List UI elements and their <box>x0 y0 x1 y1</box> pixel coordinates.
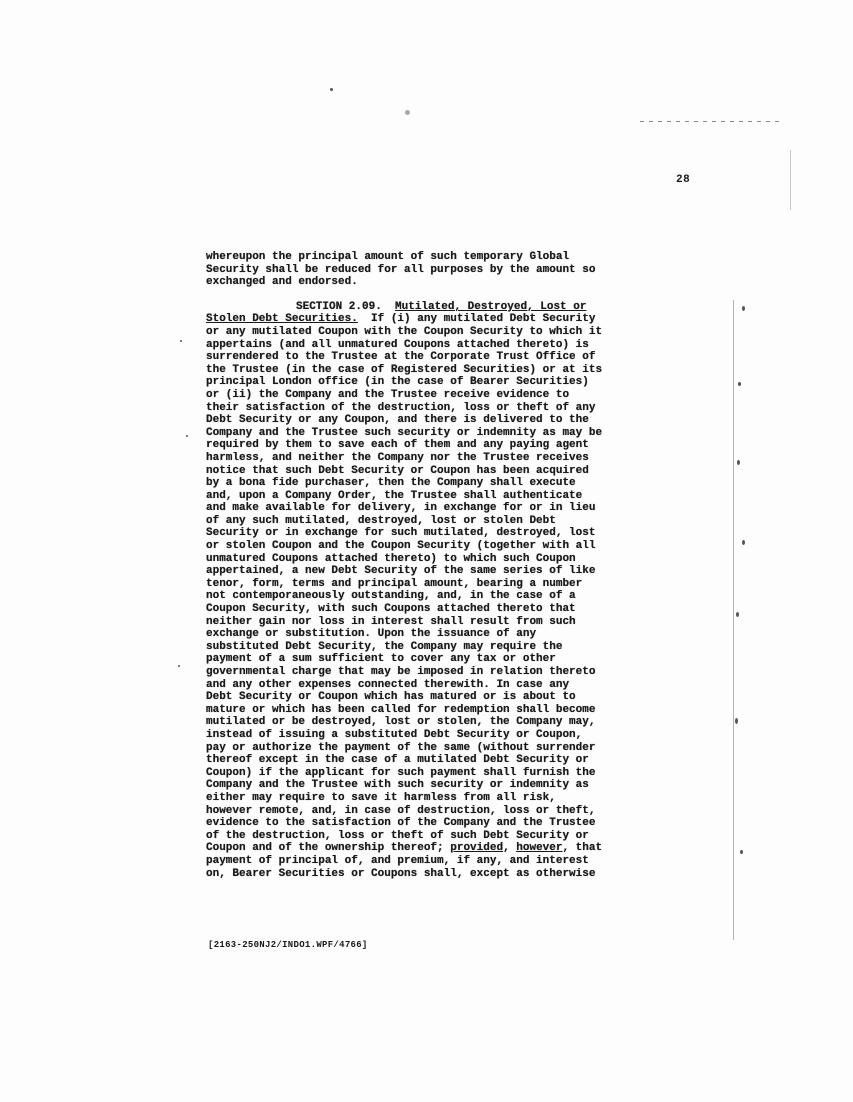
section-heading-line-2 <box>206 313 684 326</box>
text-line: Debt Security or any Coupon, and there is delivered to the <box>206 414 589 427</box>
document-body <box>206 251 684 880</box>
text-line: their satisfaction of the destruction, loss or theft of any <box>206 401 596 414</box>
scan-speck <box>738 382 741 386</box>
scan-artifact-top-rule <box>640 121 780 122</box>
text-line: the Trustee (in the case of Registered Securities) or at its <box>206 363 603 376</box>
text-line: on, Bearer Securities or Coupons shall, except as otherwise <box>206 867 596 880</box>
text-line: payment of principal of, and premium, if any, and interest <box>206 854 589 867</box>
however-term: however <box>516 842 563 855</box>
scan-speck <box>736 612 739 617</box>
scan-speck <box>742 540 745 545</box>
text-line: and, upon a Company Order, the Trustee shall authenticate <box>206 489 583 502</box>
scan-artifact-right-edge <box>733 300 734 940</box>
text-line: Coupon Security, with such Coupons attached thereto that <box>206 603 576 616</box>
section-number: SECTION 2.09. <box>296 300 382 313</box>
text-fragment: , that <box>562 842 603 855</box>
text-line: governmental charge that may be imposed in relation thereto <box>206 666 596 678</box>
text-line: harmless, and neither the Company nor the Trustee receives <box>206 451 589 464</box>
scan-speck <box>735 718 738 724</box>
text-line: by a bona fide purchaser, then the Company shall execute <box>206 477 576 490</box>
text-line: or (ii) the Company and the Trustee receive evidence to <box>206 388 570 401</box>
text-fragment: Coupon and of the ownership thereof; <box>206 842 451 855</box>
text-fragment: , <box>503 842 517 855</box>
text-line: mature or which has been called for redemption shall become <box>206 703 596 716</box>
text-line: evidence to the satisfaction of the Company and the Trustee <box>206 817 596 830</box>
text-line: of any such mutilated, destroyed, lost or stolen Debt <box>206 514 556 527</box>
text-line: thereof except in the case of a mutilated Debt Security or <box>206 754 589 767</box>
scan-speck <box>405 110 410 115</box>
text-line: whereupon the principal amount of such temporary Global <box>206 251 570 263</box>
provided-however-line <box>206 842 684 855</box>
text-line: mutilated or be destroyed, lost or stolen, the Company may, <box>206 716 596 729</box>
section-heading-line <box>206 301 684 314</box>
text-line: and make available for delivery, in exchange for or in lieu <box>206 502 596 515</box>
text-line: principal London office (in the case of Bearer Securities) <box>206 376 589 389</box>
text-line: appertained, a new Debt Security of the same series of like <box>206 565 596 578</box>
section-2-09-paragraph <box>206 301 684 880</box>
text-line: exchanged and endorsed. <box>206 276 358 289</box>
text-line: payment of a sum sufficient to cover any tax or other <box>206 653 556 666</box>
text-line: notice that such Debt Security or Coupon has been acquired <box>206 464 589 477</box>
text-line: substituted Debt Security, the Company may require the <box>206 640 563 653</box>
text-line: unmatured Coupons attached thereto) to which such Coupon <box>206 552 576 565</box>
scan-artifact-right-edge-2 <box>790 150 791 210</box>
scan-speck <box>742 306 745 311</box>
footer-document-reference: [2163-250NJ2/INDO1.WPF/4766] <box>208 940 368 950</box>
page-number: 28 <box>676 174 691 186</box>
text-line: neither gain nor loss in interest shall result from such <box>206 615 576 628</box>
text-line: Security shall be reduced for all purposes by the amount so <box>206 263 596 276</box>
scan-speck <box>740 850 743 854</box>
text-line: or stolen Coupon and the Coupon Security (together with all <box>206 540 596 553</box>
text-line: instead of issuing a substituted Debt Security or Coupon, <box>206 728 583 741</box>
text-line: Company and the Trustee such security or indemnity as may be <box>206 426 603 439</box>
text-fragment: If (i) any mutilated Debt Security <box>371 313 596 326</box>
scan-speck <box>737 460 740 465</box>
text-line: pay or authorize the payment of the same (without surrender <box>206 741 596 754</box>
text-line: required by them to save each of them and any paying agent <box>206 439 589 452</box>
text-line: Company and the Trustee with such security or indemnity as <box>206 779 589 792</box>
text-line: and any other expenses connected therewith. In case any <box>206 678 570 691</box>
text-line: surrendered to the Trustee at the Corporate Trust Office of <box>206 351 596 364</box>
section-title: Mutilated, Destroyed, Lost or <box>395 300 587 313</box>
text-line: either may require to save it harmless from all risk, <box>206 791 556 804</box>
scan-speck <box>330 88 333 91</box>
text-line: however remote, and, in case of destruction, loss or theft, <box>206 804 596 817</box>
text-line: appertains (and all unmatured Coupons attached thereto) is <box>206 338 589 351</box>
text-line: tenor, form, terms and principal amount, bearing a number <box>206 577 583 590</box>
text-line: or any mutilated Coupon with the Coupon Security to which it <box>206 325 603 338</box>
section-title-continued: Stolen Debt Securities. <box>206 313 358 326</box>
text-line: exchange or substitution. Upon the issuance of any <box>206 628 537 641</box>
text-line: Security or in exchange for such mutilated, destroyed, lost <box>206 527 596 540</box>
scan-speck <box>186 435 188 437</box>
text-line: Debt Security or Coupon which has matured or is about to <box>206 691 576 704</box>
scan-speck <box>180 340 182 342</box>
text-line: not contemporaneously outstanding, and, in the case of a <box>206 590 576 603</box>
opening-paragraph <box>206 251 684 289</box>
text-line: of the destruction, loss or theft of such Debt Security or <box>206 829 589 842</box>
scan-speck <box>178 665 180 667</box>
provided-term: provided <box>450 842 504 855</box>
text-line: Coupon) if the applicant for such payment shall furnish the <box>206 766 596 779</box>
